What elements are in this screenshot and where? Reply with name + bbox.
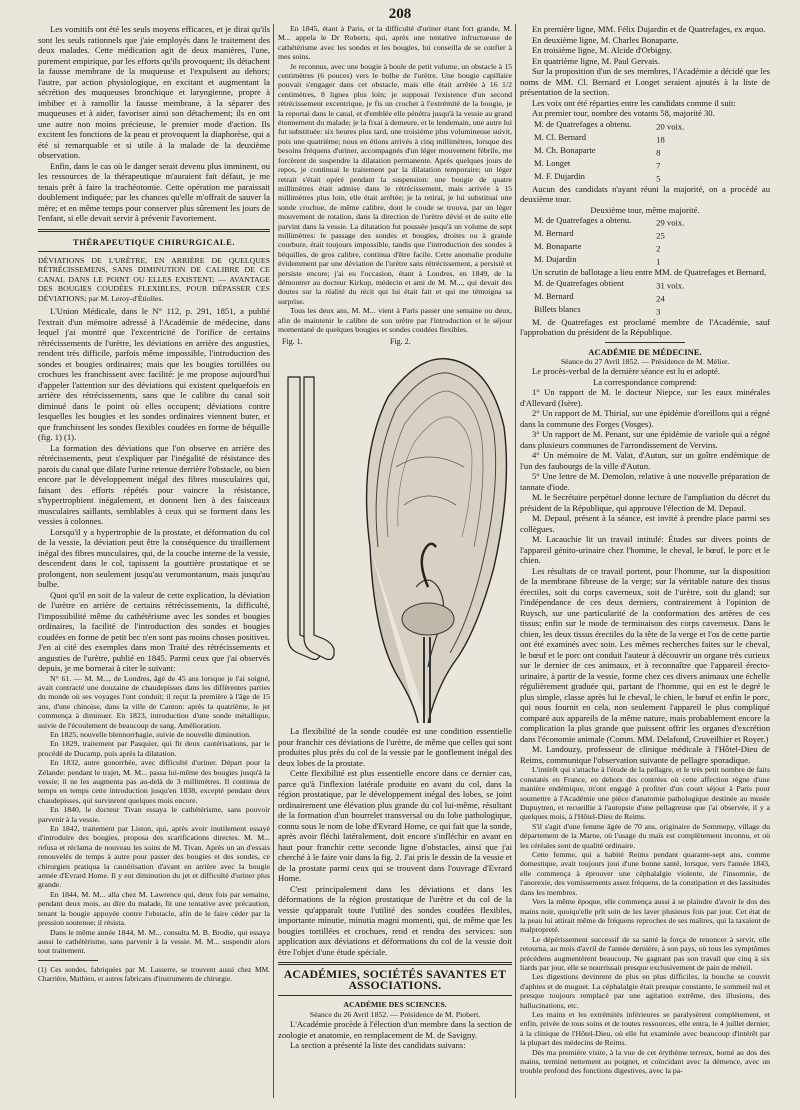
observation-paragraph: En 1825, nouvelle blennorrhagie, suivie de nouvelle diminution. xyxy=(50,729,251,739)
observation-paragraph: En 1844, M. M... alla chez M. Lawrence qui, deux fois par semaine, pendant deux mois, au dire du malade, fit une tentative avec précaution, tenant la bougie appuyée contre l'obstacle, afin de le faire céder par la pression soutenue; il résista. xyxy=(38,889,270,928)
vote-table-2 xyxy=(520,215,770,267)
observation-paragraph: En 1842, traitement par Liston, qui, après avoir inutilement essayé d'introduire des bougies, proposa des scarifications directes. M. M... refusa et réclama de nouveau les soins de M. Tivan. Après un an d'essais renouvelés de temps à autre pour passer des bougies et des sondes, ce chirurgien pratiqua la cautérisation d'avant en arrière avec la bougie armée d'Evrard Home. Il y eut diminution du jet et difficulté d'uriner plus grande. xyxy=(38,824,270,890)
figure-2-label: Fig. 2. xyxy=(390,337,411,347)
paragraph: Les voix ont été réparties entre les candidats comme il suit: xyxy=(532,97,736,108)
observation-paragraph: Dans le même année 1844, M. M... consulta M. B. Brodie, qui essaya aussi le cathétérisme, sans parvenir à la vessie. M. M... suspendit alors tout traitement. xyxy=(38,927,270,956)
observation-paragraph: S'il s'agit d'une femme âgée de 70 ans, originaire de Sommepy, village du département de la Marne, où l'usage du maïs est complètement inconnu, et où les céréales sont de qualité ordinaire. xyxy=(520,821,770,850)
paragraph: M. Landouzy, professeur de clinique médicale à l'Hôtel-Dieu de Reims, communique l'observation suivante de pellagre sporadique. xyxy=(520,744,770,765)
vote-row: M. de Quatrefages a obtenu. 29 voix. xyxy=(534,215,685,228)
paragraph: En quatrième ligne, M. Paul Gervais. xyxy=(532,55,660,66)
observation-paragraph: Je reconnus, avec une bougie à boule de petit volume, un obstacle à 15 centimètres (6 pouces) vers le bulbe de l'urètre. Une bougie capillaire pouvait s'engager dans cet obstacle, mais elle était arrêtée à 16 1/2 centimètres, 8 lignes plus loin; je supposai l'existence d'un second rétrécissement excentrique, je fis un crochet à l'extrémité de la bougie, je la reportai dans le canal, et d'emblée elle pénétra jusqu'à la vessie au grand étonnement du malade; je la fixai à demeure, et le lendemain, une autre lui fut substituée: six heures plus tard, une troisième plus volumineuse suivit, puis une quatrième; nous en étions arrivés à cinq millimètres, lorsque des besoins fréquens d'uriner, accompagnés d'un léger mouvement fébrile, me forcèrent de suspendre la dilatation permanente. Après quelques jours de repos, je continuai le traitement par la dilatation temporaire; un léger retrait s'était opéré pendant la suspension: une bougie de quatre millimètres était admise dans le rétrécissement, mais arrivée à 15 millimètres plus loin, elle était arrêtée; je la retirai, je lui substituai une sonde crochue, de même calibre, dont le coude se trouva, par un léger mouvement de rotation, dans la direction de l'urètre dévié et de suite elle parvint dans la vessie. La dilatation fut poussée jusqu'à un volume de sept millimètres: le passage des sondes et bougies, droites ou à grande courbure, était toujours impossible, tandis que l'introduction des sondes à béquilles, de gros calibre, continua d'être facile. Cette anomalie produite évidemment par une déviation de l'urètre sans rétrécissement, a persisté et persiste encore; j'ai eu l'occasion, étant à Londres, en 1849, de la démontrer au docteur Kirkup, médecin et ami de M. M..., qui devait des doutes sur la réalité du récit qui lui était fait et qui me témoigna sa surprise. xyxy=(278,61,512,306)
vote-table-3 xyxy=(520,278,770,317)
section-rule xyxy=(38,229,270,232)
paragraph: 3° Un rapport de M. Penant, sur une épidémie de variole qui a régné dans plusieurs communes de l'arrondissement de Vervins. xyxy=(520,429,770,450)
paragraph: 2° Un rapport de M. Thirial, sur une épidémie d'oreillons qui a régné dans la commune des Forges (Vosges). xyxy=(520,408,770,429)
session-line: Séance du 26 Avril 1852. — Présidence de M. Piobert. xyxy=(309,1009,481,1019)
paragraph: La correspondance comprend: xyxy=(592,376,698,387)
column-3 xyxy=(520,24,770,1104)
column-divider xyxy=(515,24,516,1098)
paragraph: M. Lacauchie lit un travail intitulé: Études sur divers points de l'appareil génito-urinaire chez l'homme, le cheval, le bœuf, le porc et le chien. xyxy=(520,534,770,566)
paragraph: Au premier tour, nombre des votants 58, majorité 30. xyxy=(532,108,715,118)
observation-paragraph: En 1832, autre gonorrhée, avec difficulté d'uriner. Départ pour la Zélande: pendant le trajet, M. M... passa lui-même des bougies jusqu'à la vessie; il ne les augmenta pas au-delà de 3 millimètres. Il continua de temps en temps cette introduction jusqu'en 1838, excepté pendant deux chaudepisses, qui survinrent quelques mois encore. xyxy=(38,758,270,805)
observation-paragraph: En 1845, étant à Paris, et la difficulté d'uriner étant fort grande, M. M... appela le Dr Roberts, qui, après une tentative infructueuse de cathétérisme avec les sondes et les bougies, lui conseilla de se confier à mes soins. xyxy=(278,24,512,62)
observation-paragraph: En 1829, traitement par Pasquier, qui fit deux cautérisations, par le procédé de Ducamp, puis après la dilatation. xyxy=(38,739,270,758)
section-rule xyxy=(278,962,512,965)
vote-row: M. Dujardin 1 xyxy=(534,254,661,267)
vote-table-1 xyxy=(520,119,770,184)
paragraph: M. de Quatrefages est proclamé membre de l'Académie, sauf l'approbation du président de la République. xyxy=(520,316,770,337)
subsection-title: ACADÉMIE DES SCIENCES. xyxy=(343,1000,447,1010)
paragraph: Le procès-verbal de la dernière séance est lu et adopté. xyxy=(532,366,721,377)
paragraph: La formation des déviations que l'on observe en arrière des rétrécissements, peut s'expliquer par l'inégalité de résistance des parois du canal que dilate l'urine retenue derrière l'obstacle, ou bien encore par le développement inégal des fibres musculaires qui, faisant des efforts répétés pour vaincre la résistance, s'hypertrophient inégalement, et donnent lien à des faisceaux musculaires saillants, semblables à ceux qui se forment dans les vessies à colonnes. xyxy=(38,442,270,527)
paragraph: L'Académie procède à l'élection d'un membre dans la section de zoologie et anatomie, en remplacement de M. de Savigny. xyxy=(278,1019,512,1040)
paragraph: Un scrutin de ballotage a lieu entre MM. de Quatrefages et Bernard, xyxy=(532,267,767,277)
paragraph: L'Union Médicale, dans le N° 112, p. 291, 1851, a publié l'extrait d'un mémoire adressé à l'Académie de médecine, dans lequel j'ai montré que l'excentricité de l'orifice de certains rétrécissements de l'urètre, les déviations en arrière des angusties, rendent très difficile, parfois même impossible, l'introduction des sondes et bougies ordinaires; mais que les bougies tortillées ou crochues les franchissent avec facilité: je me propose aujourd'hui d'appeler l'attention sur des déviations qui existent quelquefois en arrière des rétrécissements, sans que le calibre du canal soit diminué dans le point où elles occupent; déviations contre lesquelles les bougies et les sondes ordinaires viennent buter, et que franchissent les sondes flexibles coudées en forme de béquille (fig. 1) (1). xyxy=(38,306,270,443)
vote-row: M. de Quatrefages a obtenu. 20 voix. xyxy=(534,118,685,131)
paragraph: M. Depaul, présent à la séance, est invité à prendre place parmi ses collègues. xyxy=(520,513,770,534)
paragraph: Lorsqu'il y a hypertrophie de la prostate, et déformation du col de la vessie, la déviation peut être la conséquence du tiraillement inégal des fibres musculaires, qui, de la couche interne de la vessie, descendent dans le col, tapissent la gouttière prostatique et se prolongent, non seulement jusqu'au verumontanum, mais jusqu'au bulbe. xyxy=(38,526,270,590)
column-divider xyxy=(273,24,274,1098)
session-line: Séance du 27 Avril 1852. — Présidence de M. Mélier. xyxy=(560,357,730,366)
paragraph: Sur la proposition d'un de ses membres, l'Académie a décidé que les noms de MM. Cl. Bernard et Longet seraient ajoutés à la liste de présentation de la section. xyxy=(520,66,770,97)
paragraph: En troisième ligne, M. Alcide d'Orbigny. xyxy=(532,45,672,55)
catheter-illustration xyxy=(278,337,512,723)
section-title: THÉRAPEUTIQUE CHIRURGICALE. xyxy=(72,236,235,247)
footnote-rule xyxy=(38,960,98,961)
divider xyxy=(38,251,270,252)
paragraph: Les vomitifs ont été les seuls moyens efficaces, et je dirai qu'ils sont les seuls rationnels que j'aie employés dans le traitement des deux malades. Cette médication agit de deux manières, l'une, purement empirique, par les efforts qu'ils provoquent; ils détachent la fausse membrane de la muqueuse et l'expulsent au dehors; l'autre, par action physiologique, en excitant et augmentant la sécrétion des muqueuses bronchique et laryngienne, propre à imbiber et à ramollir la fausse membrane, à la séparer des muqueuses et à aider, favoriser ainsi son détachement; ils en ont une autre non moins précieuse, le premier mode d'action. Ils excitent les fonctions de la peau et provoquent la diaphorèse, qui a été si remarquable et si utile à la malade de la deuxième observation. xyxy=(38,24,270,160)
observation-paragraph: Vers la même époque, elle commença aussi à se plaindre d'avoir le dos des mains noir, quoiqu'elle prît soin de les laver plusieurs fois par jour. Cet état de la peau lui attirait même de fréquens reproches de ses maîtres, qui la taxaient de malpropreté. xyxy=(520,897,770,935)
paragraph: Deuxième tour, même majorité. xyxy=(590,204,700,215)
paragraph: La flexibilité de la sonde coudée est une condition essentielle pour franchir ces déviations de l'urètre, de même que celles qui sont produites plus près du col de la vessie par le gonflement inégal des deux lobes de la prostate. xyxy=(278,726,512,768)
observation-paragraph: Cette femme, qui a habité Reims pendant quarante-sept ans, comme domestique, avait toujours joui d'une bonne santé, lorsque, vers l'année 1843, elle commença à éprouver une céphalalgie violente, de l'insomnie, de l'anorexie, des vomissements assez fréquens, de la constipation et des lassitudes dans les membres. xyxy=(520,850,770,897)
observation-paragraph: Tous les deux ans, M. M... vient à Paris passer une semaine ou deux, afin de maintenir le calibre de son urètre par l'introduction et le séjour momentané de quelques bougies et sondes coudées flexibles. xyxy=(278,306,512,334)
observation-paragraph: L'intérêt qui s'attache à l'étude de la pellagre, et le très petit nombre de faits constatés en France, en dehors des contrées où cette affection règne d'une manière endémique, m'ont engagé à profiter d'un court séjour à Paris pour soumettre à l'Académie une pièce d'anatomie pathologique destinée au musée Dupuytren, et recueillie à l'autopsie d'une pellagreuse que j'ai observée, il y a quelques mois, à l'Hôtel-Dieu de Reims. xyxy=(520,765,770,822)
footnote: (1) Ces sondes, fabriquées par M. Lasserre, se trouvent aussi chez MM. Charrière, Mathieu, et autres fabricans d'instruments de chirurgie. xyxy=(38,964,270,983)
vote-row: M. Bernard 24 xyxy=(534,290,665,303)
vote-row: M. Cl. Bernard 18 xyxy=(534,131,665,144)
paragraph: 4° Un mémoire de M. Valat, d'Autun, sur un goître endémique de l'un des faubourgs de la ville d'Autun. xyxy=(520,450,770,471)
vote-row: Billets blancs 3 xyxy=(534,303,661,316)
divider xyxy=(278,995,512,996)
article-title: DÉVIATIONS DE L'URÈTRE, EN ARRIÈRE DE QUELQUES RÉTRÉCISSEMENS, SANS DIMINUTION DE CALIBRE DE CE CANAL DANS LE POINT OU ELLES EXISTENT; — AVANTAGE DES BOUGIES COUDÉES FLEXIBLES, POUR DÉPASSER CES DÉVIATIONS; par M. Leroy-d'Étiolles. xyxy=(38,256,270,303)
paragraph: 5° Une lettre de M. Demolon, relative à une nouvelle préparation de tannate d'iode. xyxy=(520,471,770,492)
vote-row: M. Bonaparte 2 xyxy=(534,241,661,254)
vote-row: M. Bernard 25 xyxy=(534,228,665,241)
figure-2-bladder xyxy=(367,359,507,723)
figure-1-catheters xyxy=(288,377,334,660)
paragraph: Enfin, dans le cas où le danger serait devenu plus imminent, ou les ressources de la thérapeutique m'auraient fait défaut, je me tenais prêt à faire la trachéotomie. Cette opération me paraissait doublement indiquée; par les chances qu'elle m'offrait de sauver la mère; et en même temps pour conserver plus sûrement les jours de l'enfant, si elle devait servir à prévenir l'avortement. xyxy=(38,160,270,223)
divider xyxy=(605,342,685,343)
observation-paragraph: En 1840, le docteur Tivan essaya le cathétérisme, sans pouvoir parvenir à la vessie. xyxy=(38,805,270,824)
figure-1-label: Fig. 1. xyxy=(282,337,303,347)
observation-paragraph: Dès ma première visite, à la vue de cet érythème terreux, borné au dos des mains, terminé nettement au poignet, et coïncidant avec la démence, avec un trouble profond des fonctions digestives, avec la pa- xyxy=(520,1047,770,1076)
vote-row: M. F. Dujardin 5 xyxy=(534,170,661,183)
observation-paragraph: Les mains et les extrémités inférieures se paralysèrent complètement, et enfin, privée de tous soins et de toutes ressources, elle entra, le 4 juillet dernier, à la clinique de l'Hôtel-Dieu, où elle fut examinée avec beaucoup d'intérêt par la plupart des médecins de Reims. xyxy=(520,1009,770,1048)
paragraph: Quoi qu'il en soit de la valeur de cette explication, la déviation de l'urètre en arrière de certains rétrécissements, la difficulté, l'impossibilité même du cathétérisme avec les sondes et bougies ordinaires, la facilité de l'introduction des sondes et bougies coudées en forme de petit bec n'en sont pas moins choses positives. J'en ai cité des exemples dans mon Traité des rétrécissements et angusties de l'urètre, publié en 1845. Parmi ceux que j'ai observés depuis, je me bornerai à citer le suivant: xyxy=(38,589,270,674)
column-1 xyxy=(38,24,270,1104)
paragraph: Aucun des candidats n'ayant réuni la majorité, on a procédé au deuxième tour. xyxy=(520,183,770,204)
paragraph: En première ligne, MM. Félix Dujardin et de Quatrefages, ex æquo. xyxy=(532,24,766,34)
vote-row: M. de Quatrefages obtient 31 voix. xyxy=(534,277,685,290)
vote-row: M. Longet 7 xyxy=(534,157,661,170)
figures xyxy=(278,337,512,723)
paragraph: M. le Secrétaire perpétuel donne lecture de l'ampliation du décret du président de la République, qui approuve l'élection de M. Depaul. xyxy=(520,492,770,513)
paragraph: Les résultats de ce travail portent, pour l'homme, sur la disposition de la membrane fibreuse de la verge; sur la véritable nature des tissus érectiles, soit du corps caverneux, soit de l'urètre, soit du gland; sur l'indépendance de ces deux derniers, contrairement à l'opinion de Ruysch, sur une particularité de la conformation des artères de ces tissus; enfin sur le mode de terminaison des corps caverneux. Dans le chien, les deux tissus érectiles du la tête de la verge et l'os de cette partie ont été examinés avec soin. Les mêmes recherches faites sur le cheval, le bœuf et le porc ont conduit l'auteur à découvrir un organe très curieux sur le dernier de ces animaux, et à reconnaître que l'appareil érecto-urinaire, à partir de la vessie, forme chez ces divers animaux une échelle régulièrement graduée qui, partant de l'homme, qui en est le degré le plus simple, classe après lui le cheval, le chien, le bœuf et enfin le porc, qui nous fournit en cela, non seulement l'appareil le plus compliqué comparé aux appareils de la même nature, mais probablement encore la complication la plus grande que puissent offrir les organes d'excrétion dans l'économie animale (Comm. MM. Delafond, Cruveilhier et Royer.) xyxy=(520,565,770,744)
subsection-title: ACADÉMIE DE MÉDECINE. xyxy=(588,346,702,357)
column-2 xyxy=(278,24,512,1104)
vote-row: M. Ch. Bonaparte 8 xyxy=(534,144,661,157)
observation-paragraph: Le dépérissement successif de sa santé la força de renoncer à servir, elle retourna, au mois d'avril de l'année dernière, à son pays, où tous les symptômes précédens augmentèrent beaucoup. Ne gagnant pas son travail que cinq à six liards par jour, elle se nourrissait presque exclusivement de pain de méteil. xyxy=(520,934,770,972)
observation-paragraph: Les digestions devinrent de plus en plus difficiles, la bouche se couvrit d'aphtes et de muguet. La céphalalgie était presque constante, le sommeil nul et presque toujours remplacé par une agitation extrême, des illusions, des hallucinations, etc. xyxy=(520,972,770,1010)
page-number: 208 xyxy=(388,6,412,22)
paragraph: C'est principalement dans les déviations et dans les déformations de la région prostatique de l'urètre et du col de la vessie qu'apparaît toute l'utilité des sondes coudées flexibles, importante minutie, minutia magni momenti, qui, de même que les bougies tortillées et crochues, rend et rendra des services: son application aux déviations et déformations du col de la vessie doit être l'objet d'une étude spéciale. xyxy=(278,883,512,957)
paragraph: La section a présenté la liste des candidats suivans: xyxy=(290,1040,466,1051)
paragraph: 1° Un rapport de M. le docteur Niepce, sur les eaux minérales d'Allevard (Isère). xyxy=(520,387,770,408)
paragraph: En deuxième ligne, M. Charles Bonaparte. xyxy=(532,34,679,45)
section-title: ACADÉMIES, SOCIÉTÉS SAVANTES ET ASSOCIATIONS. xyxy=(283,969,507,992)
paragraph: Cette flexibilité est plus essentielle encore dans ce dernier cas, parce qu'à l'inflexion latérale produite en avant du col, dans la région prostatique, par le développement inégal des lobes, se joint ordinairement une élévation plus grande du col lui-même, résultant de la formation d'un bourrelet transversal ou du lobe pathologique, connu sous le nom de lobe d'Evrard Home, ce qui fait que la sonde, après avoir fléchi latéralement, doit encore s'infléchir en avant en haut pour franchir cette seconde ligne d'obstacles, ainsi que j'ai cherché à le faire voir dans la fig. 2. J'ai pris le dessin de la vessie et de la prostate parmi ceux qui se trouvent dans l'ouvrage d'Evrard Home. xyxy=(278,768,512,884)
observation-paragraph: N° 61. — M. M..., de Londres, âgé de 45 ans lorsque je l'ai soigné, avait contracté une douzaine de chaudepisses dans les différentes parties du monde où ses voyages l'ont conduit; il reçut la première à l'âge de 15 ans, d'une chinoise, dans la ville de Canton: après la quatrième, le jet commença à diminuer. En 1823, introduction d'une sonde métallique, suivie de l'écoulement de beaucoup de sang. Amélioration. xyxy=(38,673,270,730)
